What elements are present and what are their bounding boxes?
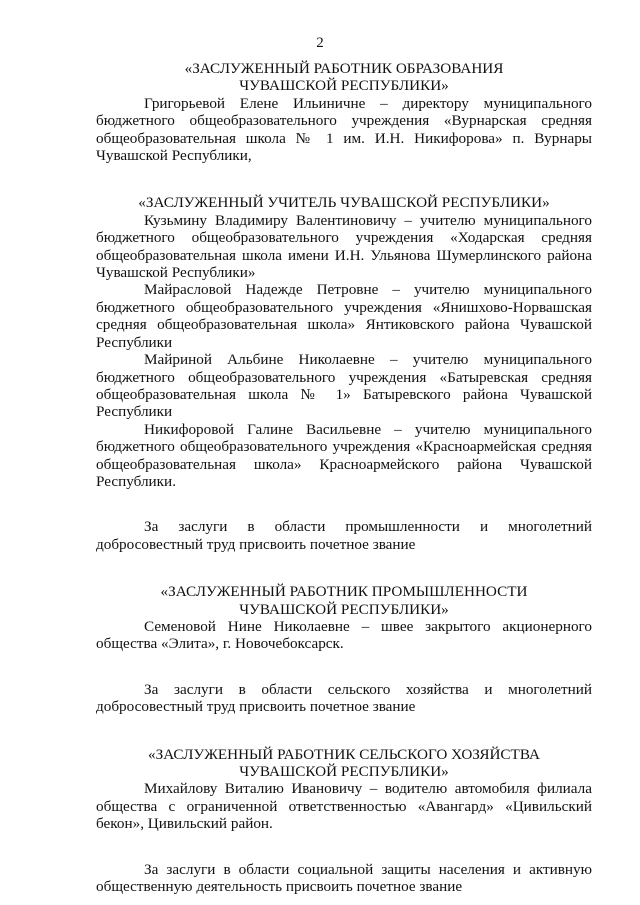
section-heading-industry-worker	[96, 583, 592, 618]
heading-line: «ЗАСЛУЖЕННЫЙ РАБОТНИК ОБРАЗОВАНИЯ	[184, 60, 504, 77]
award-paragraph: Михайлову Виталию Ивановичу – водителю автомобиля филиала общества с ограниченной ответственностью «Авангард» «Цивильский бекон», Цивильский район.	[96, 780, 592, 833]
section-heading-teacher	[96, 194, 592, 211]
intro-paragraph-social: За заслуги в области социальной защиты населения и активную общественную деятельность присвоить почетное звание	[96, 860, 592, 896]
heading-line: «ЗАСЛУЖЕННЫЙ РАБОТНИК ПРОМЫШЛЕННОСТИ	[160, 583, 528, 601]
heading-line: ЧУВАШСКОЙ РЕСПУБЛИКИ»	[239, 600, 449, 618]
award-paragraph: Григорьевой Елене Ильиничне – директору муниципального бюджетного общеобразовательного учреждения «Вурнарская средняя общеобразовательная школа № 1 им. И.Н. Никифорова» п. Вурнары Чувашской Республики,	[96, 94, 592, 165]
section-heading-agriculture-worker	[96, 746, 592, 781]
page-number: 2	[316, 35, 324, 51]
intro-paragraph-industry: За заслуги в области промышленности и многолетний добросовестный труд присвоить почетное звание	[96, 518, 592, 553]
heading-line: ЧУВАШСКОЙ РЕСПУБЛИКИ»	[239, 763, 449, 780]
heading-line: «ЗАСЛУЖЕННЫЙ РАБОТНИК СЕЛЬСКОГО ХОЗЯЙСТВА	[148, 745, 540, 763]
section-heading-education-worker	[96, 60, 592, 95]
document-body	[96, 60, 592, 895]
intro-paragraph-agriculture: За заслуги в области сельского хозяйства и многолетний добросовестный труд присвоить почетное звание	[96, 680, 592, 716]
award-paragraph: Майриной Альбине Николаевне – учителю муниципального бюджетного общеобразовательного учреждения «Батыревская средняя общеобразовательная школа № 1» Батыревского района Чувашской Республики	[96, 351, 592, 421]
award-paragraph: Майрасловой Надежде Петровне – учителю муниципального бюджетного общеобразовательного учреждения «Янишхово-Норвашская средняя общеобразовательная школа» Янтиковского района Чувашской Республики	[96, 281, 592, 351]
award-paragraph: Никифоровой Галине Васильевне – учителю муниципального бюджетного общеобразовательного учреждения «Красноармейская средняя общеобразовательная школа» Красноармейского района Чувашской Республики.	[96, 420, 592, 490]
heading-line: «ЗАСЛУЖЕННЫЙ УЧИТЕЛЬ ЧУВАШСКОЙ РЕСПУБЛИКИ»	[138, 194, 550, 212]
heading-line: ЧУВАШСКОЙ РЕСПУБЛИКИ»	[239, 77, 449, 95]
award-paragraph: Кузьмину Владимиру Валентиновичу – учителю муниципального бюджетного общеобразовательного учреждения «Ходарская средняя общеобразовательная школа имени И.Н. Ульянова Шумерлинского района Чувашской Республики»	[96, 211, 592, 282]
award-paragraph: Семеновой Нине Николаевне – швее закрытого акционерного общества «Элита», г. Новочебоксарск.	[96, 617, 592, 653]
